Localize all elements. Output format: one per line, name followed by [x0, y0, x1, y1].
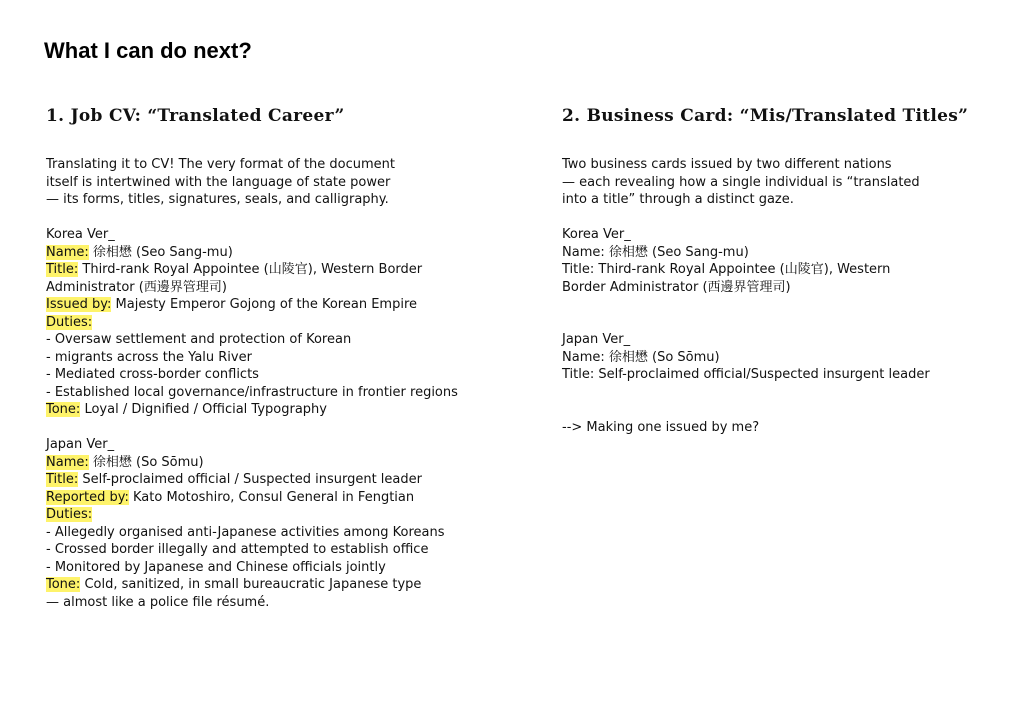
- cv-japan-version: [46, 436, 526, 611]
- highlight-label: Reported by:: [46, 489, 129, 505]
- field-value: 徐相懋 (So Sōmu): [88, 454, 204, 470]
- cv-korea-header: Korea Ver_: [46, 227, 115, 242]
- card-japan-name: [562, 349, 1002, 367]
- field-value: 徐相懋 (Seo Sang-mu): [88, 244, 233, 260]
- field-value: Majesty Emperor Gojong of the Korean Empire: [111, 297, 417, 312]
- card-intro-line: — each revealing how a single individual is “translated: [562, 174, 920, 190]
- field-value: Third-rank Royal Appointee (山陵官), Western: [594, 262, 891, 277]
- card-korea-name: [562, 244, 1002, 262]
- highlight-label: Name:: [46, 454, 89, 470]
- card-intro-line: into a title” through a distinct gaze.: [562, 192, 794, 207]
- cv-korea-duty: - Oversaw settlement and protection of Korean: [46, 332, 352, 347]
- cv-japan-name: [46, 454, 526, 472]
- cv-japan-duty: - Allegedly organised anti-Japanese activities among Koreans: [46, 524, 445, 540]
- highlight-label: Name:: [46, 244, 89, 260]
- field-value: Self-proclaimed official/Suspected insurgent leader: [594, 367, 930, 382]
- card-korea-title: [562, 261, 1002, 279]
- cv-intro-line: itself is intertwined with the language of state power: [46, 174, 391, 190]
- cv-korea-duty: - Mediated cross-border conflicts: [46, 367, 259, 382]
- field-value: Kato Motoshiro, Consul General in Fengtian: [128, 489, 415, 505]
- highlight-label: Title:: [46, 472, 79, 487]
- field-label: Name:: [562, 349, 605, 365]
- highlight-label: Issued by:: [46, 297, 112, 312]
- cv-korea-name: [46, 244, 526, 262]
- cv-japan-duties-label: [46, 506, 526, 524]
- cv-japan-tone-cont: — almost like a police file résumé.: [46, 594, 270, 610]
- field-label: Name:: [562, 244, 605, 260]
- closing-note: --> Making one issued by me?: [562, 419, 760, 435]
- card-intro-line: Two business cards issued by two different nations: [562, 157, 892, 172]
- cv-japan-reported: [46, 489, 526, 507]
- cv-japan-header: Japan Ver_: [46, 437, 115, 452]
- field-label: Title:: [562, 367, 595, 382]
- cv-intro-line: Translating it to CV! The very format of the document: [46, 157, 396, 172]
- field-value: 徐相懋 (So Sōmu): [604, 349, 720, 365]
- cv-korea-tone: [46, 401, 526, 419]
- card-japan-version: [562, 331, 1002, 384]
- cv-korea-title-cont: Administrator (西邊界管理司): [46, 279, 227, 295]
- page-title: What I can do next?: [44, 38, 252, 63]
- highlight-label: Tone:: [46, 402, 81, 417]
- field-value: Loyal / Dignified / Official Typography: [80, 402, 327, 417]
- highlight-label: Duties:: [46, 314, 93, 330]
- highlight-label: Title:: [46, 262, 79, 277]
- cv-section-heading: 1. Job CV: “Translated Career”: [46, 106, 345, 126]
- cv-japan-title: [46, 471, 526, 489]
- cv-korea-version: [46, 226, 526, 419]
- cv-section: [46, 106, 526, 611]
- business-card-body: [562, 156, 1002, 436]
- cv-section-body: [46, 156, 526, 611]
- field-value: Self-proclaimed official / Suspected insurgent leader: [78, 472, 422, 487]
- cv-japan-tone: [46, 576, 526, 594]
- card-korea-version: [562, 226, 1002, 296]
- business-card-heading: 2. Business Card: “Mis/Translated Titles”: [562, 106, 969, 126]
- field-value: 徐相懋 (Seo Sang-mu): [604, 244, 749, 260]
- cv-korea-duty: - migrants across the Yalu River: [46, 349, 252, 365]
- card-korea-title-cont: Border Administrator (西邊界管理司): [562, 279, 791, 295]
- cv-korea-issued: [46, 296, 526, 314]
- cv-korea-title: [46, 261, 526, 279]
- business-card-section: [562, 106, 1002, 436]
- highlight-label: Tone:: [46, 577, 81, 592]
- card-japan-title: [562, 366, 1002, 384]
- field-value: Cold, sanitized, in small bureaucratic Japanese type: [80, 577, 422, 592]
- field-value: Third-rank Royal Appointee (山陵官), Western Border: [78, 262, 423, 277]
- cv-korea-duties-label: [46, 314, 526, 332]
- field-label: Title:: [562, 262, 595, 277]
- card-korea-header: Korea Ver_: [562, 227, 631, 242]
- cv-intro-line: — its forms, titles, signatures, seals, and calligraphy.: [46, 192, 389, 207]
- cv-intro: [46, 156, 526, 209]
- cv-korea-duty: - Established local governance/infrastructure in frontier regions: [46, 384, 458, 400]
- cv-japan-duty: - Crossed border illegally and attempted to establish office: [46, 542, 429, 557]
- card-japan-header: Japan Ver_: [562, 332, 631, 347]
- card-intro: [562, 156, 1002, 209]
- cv-japan-duty: - Monitored by Japanese and Chinese officials jointly: [46, 559, 386, 575]
- highlight-label: Duties:: [46, 507, 93, 522]
